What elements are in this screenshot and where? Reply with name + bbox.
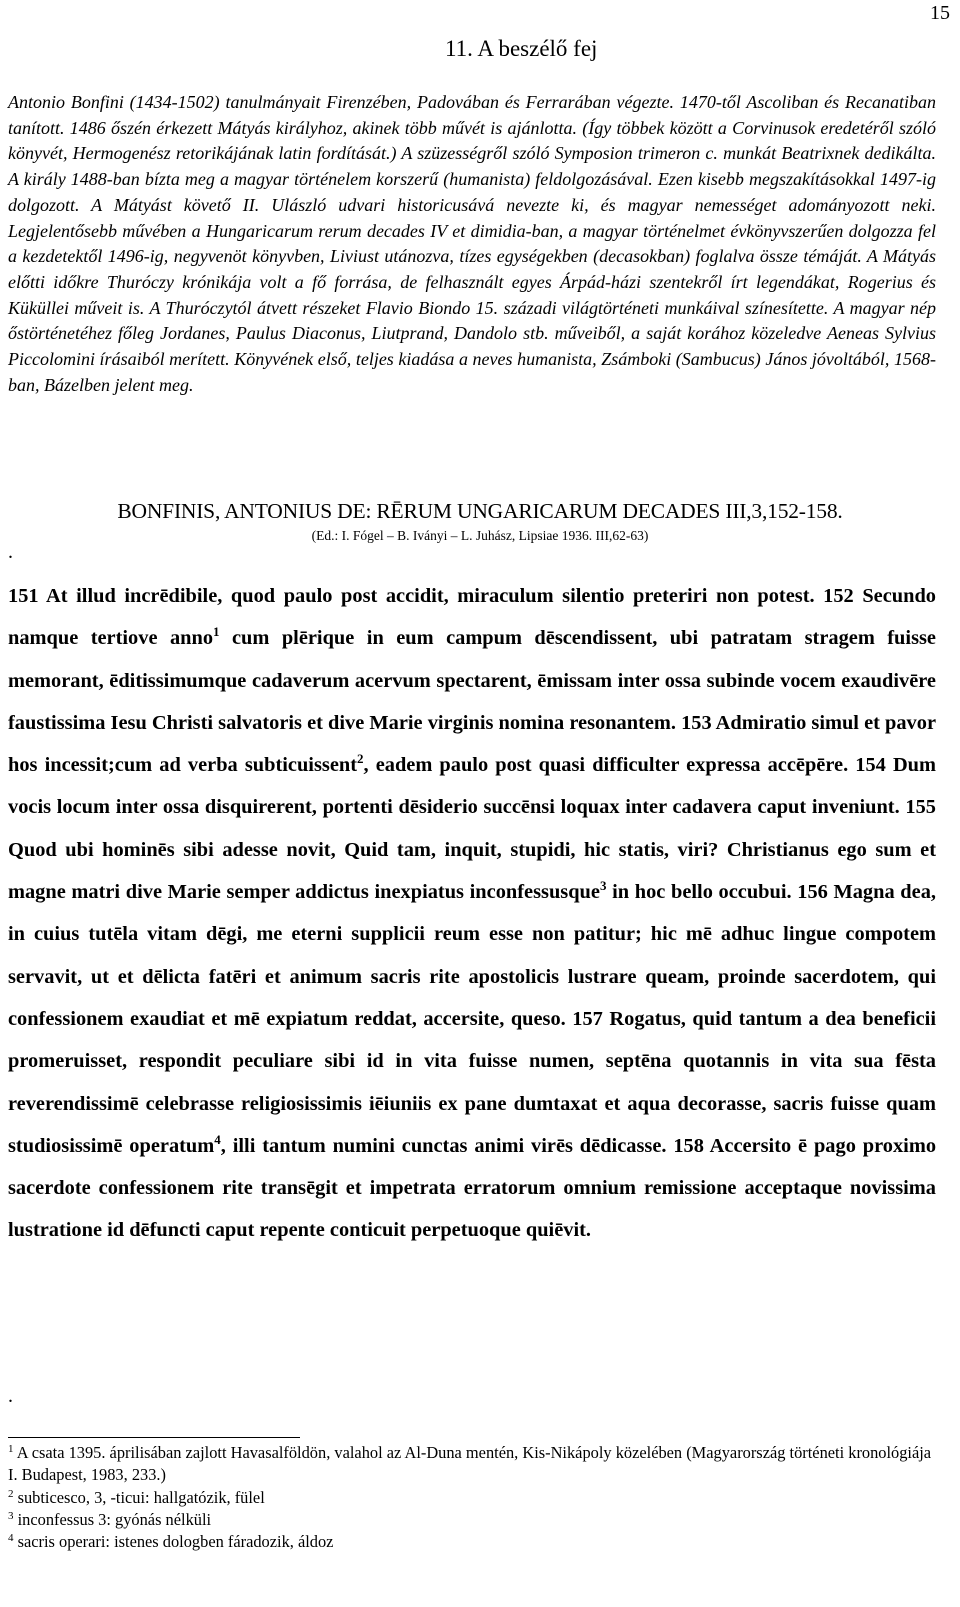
footnote-ref-4: 4 [214,1131,221,1147]
footnote-ref-2: 2 [357,751,364,767]
footnote-number: 4 [8,1532,14,1545]
footnote-item [8,1442,938,1487]
footnote-item [8,1487,938,1509]
footnote-text: sacris operari: istenes dologben fáradozik, áldoz [13,1532,334,1552]
footnote-item [8,1509,938,1531]
page-number: 15 [930,2,950,24]
latin-segment: cum plērique in eum campum dēscendissent, ubi patratam stragem fuisse memorant, ēditissimumque cadaverum acervum spectarent, ēmissam inter ossa subinde vocem exaudivēre faustissima Iesu Christi salvatoris et dive Marie virginis nomina resonantem. 153 Admiratio simul et pavor hos incessit;cum ad verba subticuissent [8,627,936,777]
footnotes [8,1442,938,1553]
footnote-number: 3 [8,1509,14,1522]
footnote-number: 1 [8,1443,14,1455]
latin-text [8,575,936,1252]
latin-segment: 151 At illud incrēdibile, quod paulo post accidit, miraculum silentio preteriri non potest. 152 Secundo namque tertiove anno [8,585,936,650]
footnote-divider [8,1437,300,1438]
footnote-item [8,1531,938,1553]
footnote-ref-1: 1 [213,624,220,640]
intro-paragraph: Antonio Bonfini (1434-1502) tanulmányait Firenzében, Padovában és Ferrarában végezte. 1470-től Ascoliban és Recanatiban tanított. 1486 őszén érkezett Mátyás királyhoz, akinek több művét is ajánlotta. (Így többek között a Corvinusok eredetéről szóló könyvét, Hermogenész retorikájának latin fordítását.) A szüzességről szóló Symposion trimeron c. munkát Beatrixnek dedikálta. A király 1488-ban bízta meg a magyar történelem korszerű (humanista) feldolgozásával. Ezen kisebb megszakításokkal 1497-ig dolgozott. A Mátyást követő II. Ulászló udvari historicusává nevezte ki, és magyar nemességet adományozott neki. Legjelentősebb művében a Hungaricarum rerum decades IV et dimidia-ban, a magyar történelmet évkönyvszerűen dolgozza fel a kezdetektől 1496-ig, negyvenöt könyvben, Liviust utánozva, tízes egységekben (decasokban) foglalva össze témáját. A Mátyás előtti időkre Thuróczy krónikája volt a fő forrása, de felhasznált egyes Árpád-házi szentekről írt legendákat, Rogerius és Küküllei műveit is. A Thuróczytól átvett részeket Flavio Biondo 15. századi világtörténeti munkáival színesítette. A magyar nép őstörténetéhez főleg Jordanes, Paulus Diaconus, Liutprand, Dandolo stb. műveiből, a saját korához közeledve Aeneas Sylvius Piccolomini írásaiból merített. Könyvének első, teljes kiadása a neves humanista, Zsámboki (Sambucus) János jóvoltából, 1568-ban, Bázelben jelent meg. [8,92,936,395]
source-title: BONFINIS, ANTONIUS DE: RĒRUM UNGARICARUM DECADES III,3,152-158. [117,499,843,523]
footnote-text: A csata 1395. áprilisában zajlott Havasalföldön, valahol az Al-Duna mentén, Kis-Nikápoly közelében (Magyarország történeti kronológiája I. Budapest, 1983, 233.) [8,1443,932,1485]
footnote-text: subticesco, 3, -ticui: hallgatózik, fülel [13,1487,265,1507]
chapter-title: 11. A beszélő fej [445,36,598,61]
footnote-text: inconfessus 3: gyónás nélküli [13,1509,212,1529]
latin-segment: , eadem paulo post quasi difficulter expressa accēpēre. 154 Dum vocis locum inter ossa disquirerent, portenti dēsiderio succēnsi loquax inter cadavera caput inveniunt. 155 Quod ubi hominēs sibi adesse novit, Quid tam, inquit, stupidi, hic statis, viri? Christianus ego sum et magne matri dive Marie semper addictus inexpiatus inconfessusque [8,754,936,904]
separator-dot: . [8,541,13,563]
separator-dot: . [8,1385,13,1407]
footnote-ref-3: 3 [599,878,607,894]
footnote-number: 2 [8,1487,14,1500]
latin-segment: , illi tantum numini cunctas animi virēs dēdicasse. 158 Accersito ē pago proximo sacerdote confessionem rite transēgit et impetrata erratorum omnium remissione acceptaque novissima lustratione id dēfuncti caput repente conticuit perpetuoque quiēvit. [8,1134,937,1242]
latin-segment: in hoc bello occubui. 156 Magna dea, in cuius tutēla vitam dēgi, me eterni supplicii reum esse non patitur; hic mē adhuc lingue compotem servavit, ut et dēlicta fatēri et animum sacris rite apostolicis lustrare queam, proinde sacerdotem, qui confessionem exaudiat et mē expiatum reddat, accersite, queso. 157 Rogatus, quid tantum a dea beneficii promeruisset, respondit peculiare sibi id in vita fuisse numen, septēna quotannis in vita sua fēsta reverendissimē celebrasse religiosissimis iēiuniis ex pane dumtaxat et aqua decorasse, sacris fuisse quam studiosissimē operatum [8,881,936,1157]
source-edition: (Ed.: I. Fógel – B. Iványi – L. Juhász, Lipsiae 1936. III,62-63) [311,528,649,543]
